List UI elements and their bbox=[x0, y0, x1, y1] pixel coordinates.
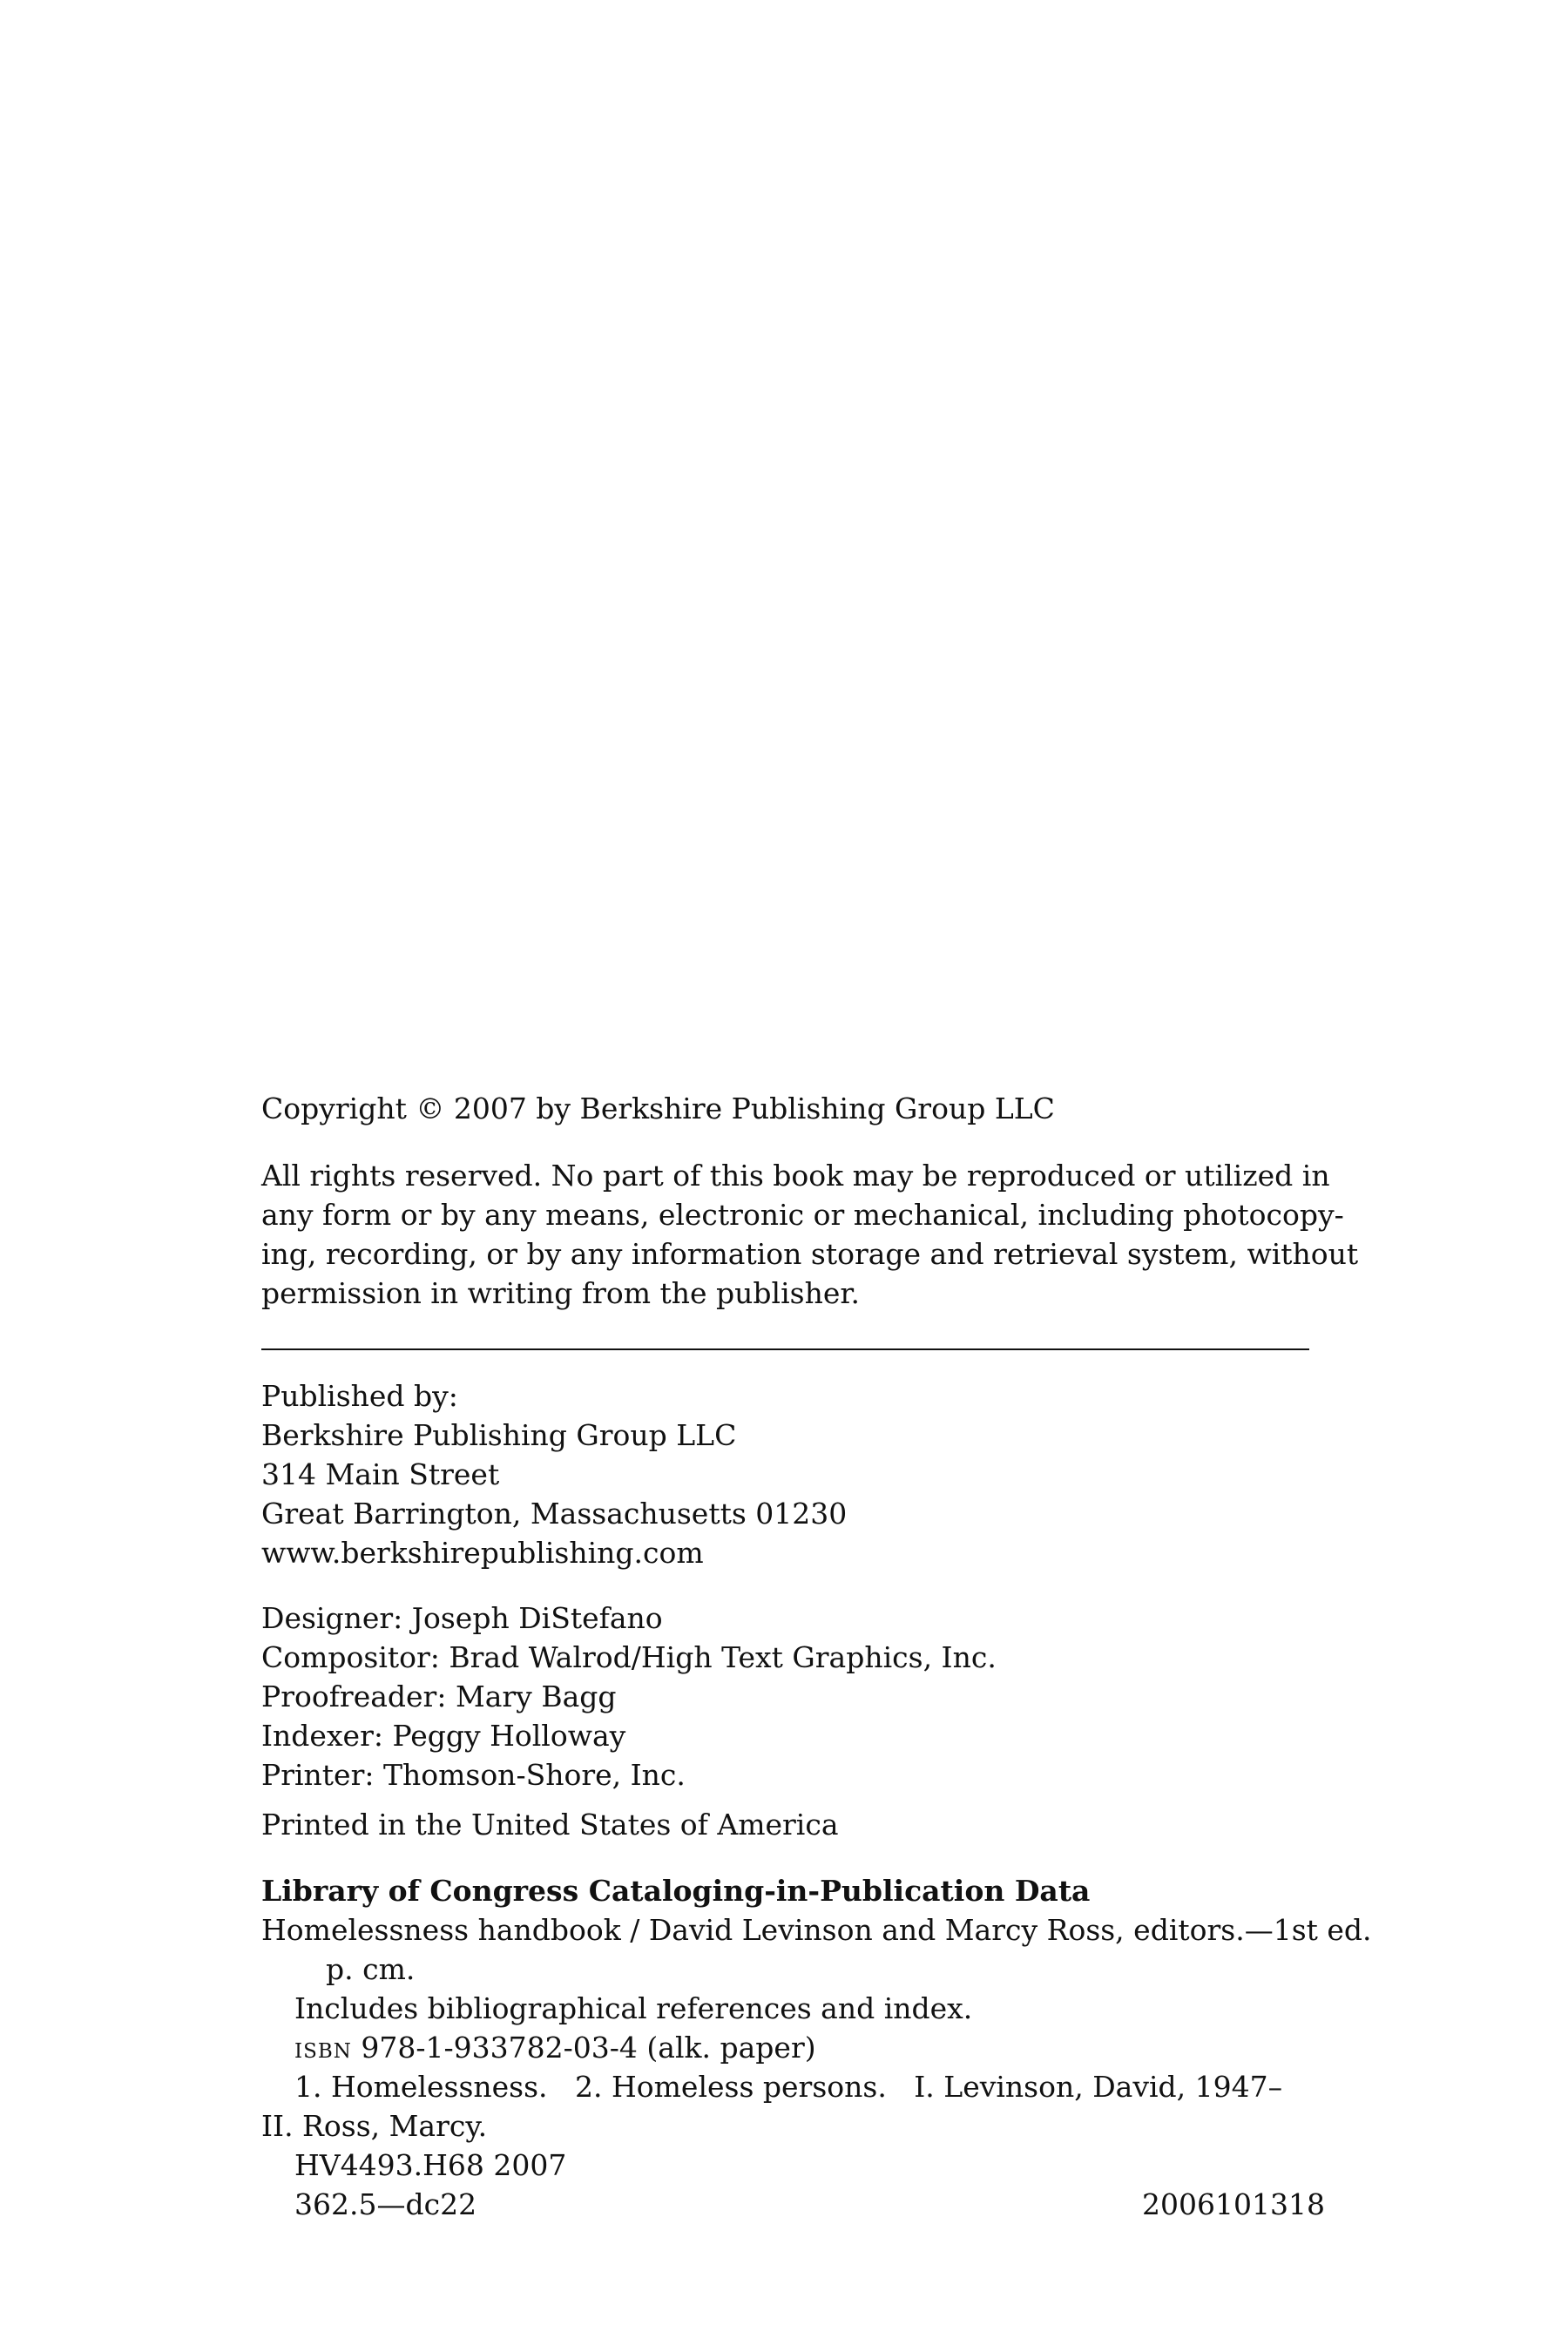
cip-isbn-line bbox=[261, 2028, 1307, 2067]
rights-line-3: ing, recording, or by any information storage and retrieval system, without bbox=[261, 1237, 1359, 1271]
credit-proofreader: Proofreader: Mary Bagg bbox=[261, 1680, 617, 1713]
cip-dewey: 362.5—dc22 bbox=[294, 2187, 477, 2221]
credit-indexer: Indexer: Peggy Holloway bbox=[261, 1719, 626, 1753]
cip-last-line bbox=[261, 2185, 1325, 2224]
rights-line-1: All rights reserved. No part of this book may be reproduced or utilized in bbox=[261, 1159, 1330, 1193]
cip-subjects-2: II. Ross, Marcy. bbox=[261, 2109, 488, 2143]
publisher-city: Great Barrington, Massachusetts 01230 bbox=[261, 1497, 848, 1531]
cip-main-entry: Homelessness handbook / David Levinson and Marcy Ross, editors.—1st ed. bbox=[261, 1913, 1372, 1947]
cip-isbn: 978-1-933782-03-4 (alk. paper) bbox=[361, 2031, 816, 2065]
production-credits bbox=[261, 1598, 1307, 1794]
cip-notes: Includes bibliographical references and index. bbox=[294, 1991, 973, 2025]
publisher-name: Berkshire Publishing Group LLC bbox=[261, 1418, 737, 1452]
cip-isbn-label: isbn bbox=[294, 2031, 352, 2065]
credit-printer: Printer: Thomson-Shore, Inc. bbox=[261, 1758, 686, 1792]
credit-designer: Designer: Joseph DiStefano bbox=[261, 1601, 663, 1635]
cip-lccn: 2006101318 bbox=[1142, 2187, 1325, 2221]
credit-compositor: Compositor: Brad Walrod/High Text Graphics, Inc. bbox=[261, 1640, 997, 1674]
rights-line-4: permission in writing from the publisher. bbox=[261, 1276, 861, 1310]
publisher-label: Published by: bbox=[261, 1379, 458, 1413]
cip-data bbox=[261, 1871, 1372, 2224]
rights-line-2: any form or by any means, electronic or mechanical, including photocopy- bbox=[261, 1198, 1344, 1232]
divider-rule bbox=[261, 1348, 1309, 1350]
cip-call-number: HV4493.H68 2007 bbox=[294, 2148, 567, 2182]
rights-statement bbox=[261, 1156, 1359, 1313]
publisher-info bbox=[261, 1376, 1307, 1572]
publisher-street: 314 Main Street bbox=[261, 1457, 500, 1491]
printed-in-line: Printed in the United States of America bbox=[261, 1808, 839, 1842]
copyright-notice bbox=[261, 1089, 1307, 1128]
cip-title: Library of Congress Cataloging-in-Publication Data bbox=[261, 1874, 1091, 1908]
cip-subjects-1: 1. Homelessness. 2. Homeless persons. I. Levinson, David, 1947– bbox=[294, 2070, 1283, 2104]
copyright-line: Copyright © 2007 by Berkshire Publishing Group LLC bbox=[261, 1092, 1055, 1125]
publisher-website: www.berkshirepublishing.com bbox=[261, 1536, 704, 1570]
printed-in bbox=[261, 1805, 1307, 1844]
cip-pages: p. cm. bbox=[326, 1952, 416, 1986]
